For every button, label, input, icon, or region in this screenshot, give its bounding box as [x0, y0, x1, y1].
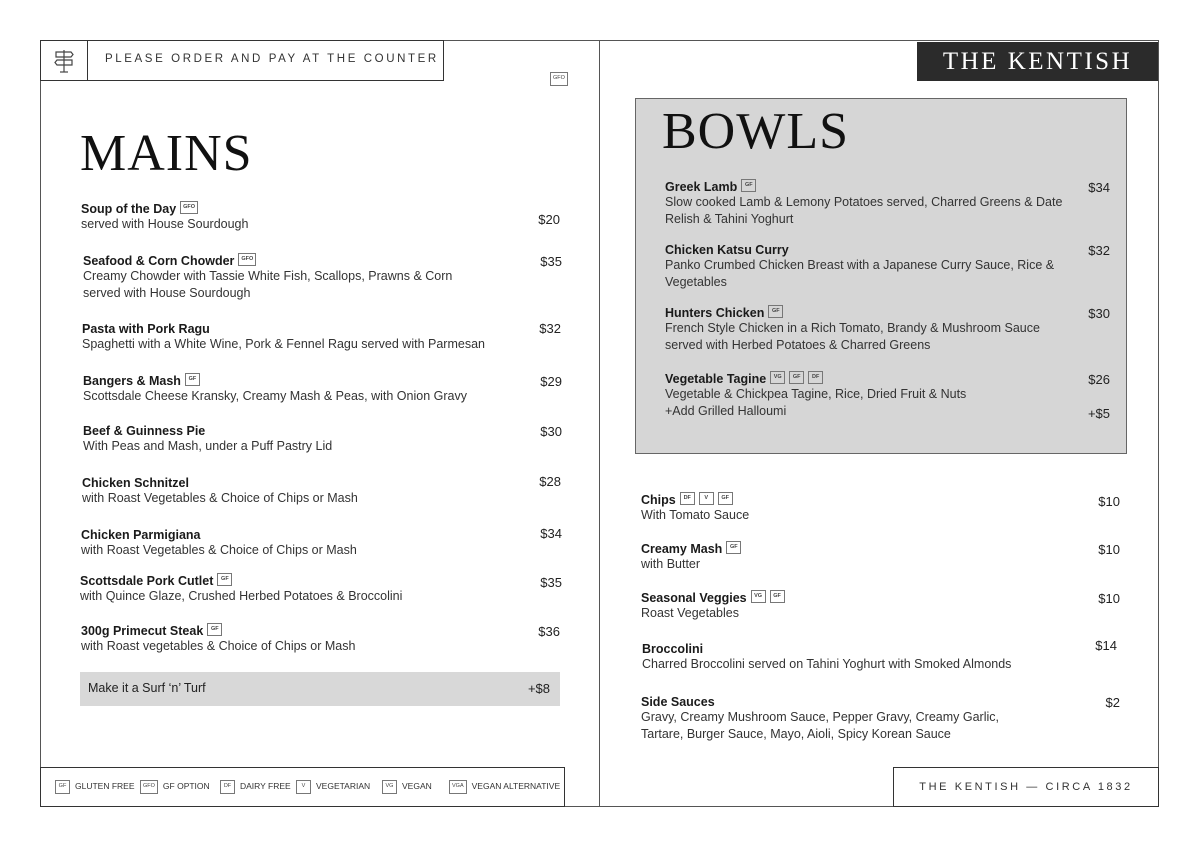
menu-item [83, 374, 523, 405]
legend-label: GLUTEN FREE [75, 781, 135, 791]
menu-item [641, 493, 1041, 524]
legend-item [449, 780, 560, 794]
item-price: $10 [1098, 542, 1120, 557]
gf-tag: GF [770, 590, 785, 604]
legend-item [296, 780, 370, 794]
menu-item [83, 254, 493, 302]
item-price: $30 [540, 424, 562, 439]
item-price: $29 [540, 374, 562, 389]
item-description: with Roast Vegetables & Choice of Chips or Mash [81, 543, 357, 557]
item-price: $28 [539, 474, 561, 489]
item-name: Broccolini [642, 642, 704, 656]
addon-price: +$5 [1087, 406, 1110, 421]
item-name: Scottsdale Pork Cutlet [80, 574, 214, 588]
menu-item [665, 372, 1065, 420]
brand-banner [917, 42, 1158, 81]
surf-price: +$8 [527, 681, 550, 696]
item-description: with Quince Glaze, Crushed Herbed Potatoes & Broccolini [80, 589, 403, 604]
item-description: Charred Broccolini served on Tahini Yoghurt with Smoked Almonds [642, 657, 1012, 671]
menu-item [665, 180, 1075, 228]
gf-tag: GF [768, 305, 783, 319]
gf-tag: GF [55, 780, 70, 794]
footer-text: THE KENTISH — CIRCA 1832 [919, 781, 1133, 793]
item-name: Chicken Schnitzel [82, 476, 189, 490]
gfo-tag: GFO [550, 72, 568, 86]
menu-item [80, 574, 520, 605]
menu-item [641, 542, 1041, 573]
item-description: Spaghetti with a White Wine, Pork & Fennel Ragu served with Parmesan [82, 337, 485, 351]
item-description: With Tomato Sauce [641, 508, 750, 523]
df-tag: DF [220, 780, 235, 794]
brand-name: THE KENTISH [942, 48, 1133, 75]
item-name: Chicken Katsu Curry [665, 243, 789, 257]
menu-item [82, 476, 522, 507]
legend-item [140, 780, 210, 794]
item-description: with Butter [641, 557, 701, 572]
gf-tag: GF [726, 541, 741, 555]
menu-item [81, 528, 521, 559]
menu-item [642, 642, 1062, 673]
item-description: Scottsdale Cheese Kransky, Creamy Mash & Peas, with Onion Gravy [83, 389, 467, 404]
item-name: Side Sauces [641, 695, 715, 709]
signpost-icon [41, 41, 88, 80]
item-description: With Peas and Mash, under a Puff Pastry Lid [83, 439, 333, 453]
menu-item [83, 424, 523, 455]
gf-tag: GF [185, 373, 200, 387]
menu-item [641, 695, 1031, 743]
menu-item [641, 591, 1041, 622]
menu-item [81, 624, 521, 655]
item-description: French Style Chicken in a Rich Tomato, Brandy & Mushroom Sauce served with Herbed Potatoes & Charred Greens [665, 321, 1040, 353]
v-tag: V [296, 780, 311, 794]
gf-tag: GF [207, 623, 222, 637]
item-price: $10 [1098, 494, 1120, 509]
item-description: Gravy, Creamy Mushroom Sauce, Pepper Gravy, Creamy Garlic, Tartare, Burger Sauce, Mayo, Aioli, Spicy Korean Sauce [641, 710, 999, 741]
item-price: $32 [539, 321, 561, 336]
item-name: Bangers & Mash [83, 374, 181, 388]
item-description: served with House Sourdough [81, 217, 249, 232]
legend-item [382, 780, 432, 794]
menu-item [665, 243, 1065, 291]
item-name: Beef & Guinness Pie [83, 424, 206, 438]
menu-item [81, 202, 521, 233]
item-name: Soup of the Day [81, 202, 177, 216]
legend-item [55, 780, 135, 794]
item-name: Greek Lamb [665, 180, 738, 194]
item-name: Pasta with Pork Ragu [82, 322, 210, 336]
item-name: Chips [641, 493, 676, 507]
item-name: Seasonal Veggies [641, 591, 747, 605]
item-price: $36 [538, 624, 560, 639]
df-tag: DF [680, 492, 695, 506]
menu-item [82, 322, 522, 353]
gfo-tag: GFO [180, 201, 198, 215]
legend-label: VEGAN ALTERNATIVE [471, 781, 561, 791]
item-price: $2 [1105, 695, 1120, 710]
menu-item [665, 306, 1065, 354]
legend-label: VEGAN [402, 781, 432, 791]
item-description: Vegetable & Chickpea Tagine, Rice, Dried Fruit & Nuts [665, 387, 967, 402]
item-price: $14 [1095, 638, 1117, 653]
bowls-title: BOWLS [662, 103, 849, 160]
order-notice [40, 40, 444, 81]
item-description: Slow cooked Lamb & Lemony Potatoes served, Charred Greens & Date Relish & Tahini Yoghurt [665, 195, 1063, 227]
item-description: Creamy Chowder with Tassie White Fish, Scallops, Prawns & Corn served with House Sourdough [83, 269, 453, 301]
item-name: 300g Primecut Steak [81, 624, 204, 638]
vg-tag: VG [751, 590, 766, 604]
gfo-tag: GFO [140, 780, 158, 794]
vga-tag: VGA [449, 780, 467, 794]
legend-label: DAIRY FREE [240, 781, 291, 791]
dietary-legend [40, 767, 565, 807]
item-price: $35 [540, 575, 562, 590]
item-name: Vegetable Tagine [665, 372, 767, 386]
notice-text: PLEASE ORDER AND PAY AT THE COUNTER [105, 53, 439, 65]
item-description: with Roast vegetables & Choice of Chips or Mash [81, 639, 356, 654]
surf-label: Make it a Surf ‘n’ Turf [88, 681, 206, 695]
item-price: $10 [1098, 591, 1120, 606]
mains-title: MAINS [80, 125, 253, 182]
item-name: Creamy Mash [641, 542, 723, 556]
legend-item [220, 780, 291, 794]
item-price: $34 [1088, 180, 1110, 195]
item-price: $34 [540, 526, 562, 541]
df-tag: DF [808, 371, 823, 385]
vg-tag: VG [382, 780, 397, 794]
surf-n-turf-banner [80, 672, 560, 706]
item-price: $26 [1088, 372, 1110, 387]
v-tag: V [699, 492, 714, 506]
item-name: Hunters Chicken [665, 306, 765, 320]
item-name: Chicken Parmigiana [81, 528, 201, 542]
gfo-tag: GFO [238, 253, 256, 267]
item-description: Panko Crumbed Chicken Breast with a Japanese Curry Sauce, Rice & Vegetables [665, 258, 1055, 289]
item-addon: +Add Grilled Halloumi [665, 404, 787, 419]
gf-tag: GF [217, 573, 232, 587]
legend-label: GF OPTION [162, 781, 210, 791]
gf-tag: GF [789, 371, 804, 385]
gf-tag: GF [718, 492, 733, 506]
vg-tag: VG [770, 371, 785, 385]
item-price: $32 [1088, 243, 1110, 258]
footer-box [893, 767, 1159, 807]
item-price: $35 [540, 254, 562, 269]
item-description: Roast Vegetables [641, 606, 739, 621]
gf-tag: GF [741, 179, 756, 193]
item-price: $20 [538, 212, 560, 227]
item-description: with Roast Vegetables & Choice of Chips or Mash [82, 491, 358, 505]
item-name: Seafood & Corn Chowder [83, 254, 235, 268]
legend-label: VEGETARIAN [316, 781, 371, 791]
item-price: $30 [1088, 306, 1110, 321]
